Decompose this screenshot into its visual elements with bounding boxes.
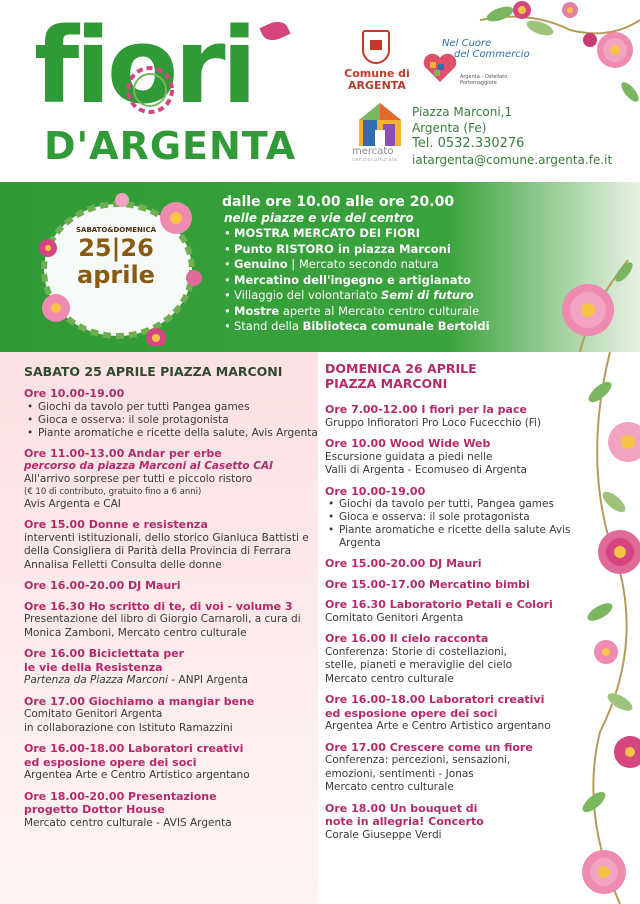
band-flower-icon xyxy=(548,250,640,360)
event: Ore 18.00 Un bouquet di note in allegria! Concerto Corale Giuseppe Verdi xyxy=(325,801,484,841)
list-item: • Giochi da tavolo per tutti, Pangea games xyxy=(325,498,601,511)
event: Ore 16.00-18.00 Laboratori creativi ed esposione opere dei soci Argentea Arte e Centro Artistico argentano xyxy=(24,742,250,781)
list-item: • Villaggio del volontariato Semi di futuro xyxy=(222,288,522,304)
event: Ore 10.00-19.00 • Giochi da tavolo per tutti, Pangea games • Gioca e osserva: il sole protagonista • Piante aromatiche e ricette della salute Avis Argenta xyxy=(325,485,601,551)
list-item: • Gioca e osserva: il sole protagonista xyxy=(24,414,318,427)
email: iatargenta@comune.argenta.fe.it xyxy=(412,153,613,167)
nelcuore-sub2: Portomaggiore xyxy=(460,80,497,86)
event: Ore 16.00-18.00 Laboratori creativi ed esposione opere dei soci Argentea Arte e Centro Artistico argentano xyxy=(325,693,551,732)
dates: 25|26 xyxy=(78,234,154,262)
band-list xyxy=(222,226,522,335)
sunday-program xyxy=(325,361,601,842)
logo-subtitle: D'ARGENTA xyxy=(44,124,297,168)
band-where: nelle piazze e vie del centro xyxy=(224,211,414,225)
list-item: • Punto RISTORO in piazza Marconi xyxy=(222,242,522,258)
nelcuore-line1: Nel Cuore xyxy=(442,38,492,49)
list-item: • Stand della Biblioteca comunale Bertoldi xyxy=(222,319,522,335)
event: Ore 16.30 Laboratorio Petali e Colori Comitato Genitori Argenta xyxy=(325,598,553,624)
event: Ore 10.00 Wood Wide Web Escursione guidata a piedi nelle Valli di Argenta - Ecomuseo di Argenta xyxy=(325,437,527,476)
event: Ore 15.00 Donne e resistenza interventi istituzionali, dello storico Gianluca Battisti e della Consigliera di Parità della Provincia di Ferrara Annalisa Felletti Consulta delle donne xyxy=(24,518,309,571)
event: Ore 16.00-20.00 DJ Mauri xyxy=(24,579,181,592)
corner-flowers-icon xyxy=(470,0,640,110)
logo-title: fiori xyxy=(34,5,254,127)
list-item: • MOSTRA MERCATO DEI FIORI xyxy=(222,226,522,242)
flower-wreath-icon xyxy=(120,60,180,120)
header xyxy=(0,0,640,182)
list-item: • Genuino | Mercato secondo natura xyxy=(222,257,522,273)
event: Ore 11.00-13.00 Andar per erbe percorso da piazza Marconi al Casetto CAI All'arrivo sorprese per tutti e piccolo ristoro (€ 10 di contributo, gratuito fino a 6 anni) Avis Argenta e CAI xyxy=(24,446,274,510)
comune-crest-icon xyxy=(362,30,390,64)
event: Ore 10.00-19.00 • Giochi da tavolo per tutti Pangea games • Gioca e osserva: il sole protagonista • Piante aromatiche e ricette della salute, Avis Argenta xyxy=(24,387,318,440)
address-line1: Piazza Marconi,1 xyxy=(412,105,513,119)
event: Ore 7.00-12.00 I fiori per la pace Gruppo Infioratori Pro Loco Fucecchio (Fi) xyxy=(325,403,542,429)
saturday-program xyxy=(24,364,318,830)
weekend-label: SABATO&DOMENICA xyxy=(75,226,157,234)
list-item: • Giochi da tavolo per tutti Pangea games xyxy=(24,401,318,414)
saturday-title: SABATO 25 APRILE PIAZZA MARCONI xyxy=(24,364,283,379)
nelcuore-sub1: Argenta - Ostellato xyxy=(460,74,508,80)
event: Ore 18.00-20.00 Presentazione progetto Dottor House Mercato centro culturale - AVIS Argenta xyxy=(24,789,232,829)
list-item: • Gioca e osserva: il sole protagonista xyxy=(325,511,601,524)
band-text xyxy=(222,194,522,335)
list-item: • Mercatino dell'ingegno e artigianato xyxy=(222,273,522,289)
event: Ore 16.30 Ho scritto di te, di voi - volume 3 Presentazione del libro di Giorgio Carnaroli, a cura di Monica Zamboni, Mercato centro culturale xyxy=(24,599,301,639)
mercato-sub: centroculturale xyxy=(352,157,398,163)
floral-vine-icon xyxy=(570,352,640,904)
event: Ore 17.00 Giochiamo a mangiar bene Comitato Genitori Argenta in collaborazione con Istituto Ramazzini xyxy=(24,694,255,734)
event: Ore 16.00 Il cielo racconta Conferenza: Storie di costellazioni, stelle, pianeti e meraviglie del cielo Mercato centro culturale xyxy=(325,632,513,685)
contacts xyxy=(412,104,612,168)
logo-leaf-icon xyxy=(259,17,290,44)
sunday-title: DOMENICA 26 APRILE PIAZZA MARCONI xyxy=(325,361,477,391)
comune-logo-text xyxy=(344,68,410,92)
comune-line2: ARGENTA xyxy=(348,79,406,92)
event: Ore 15.00-20.00 DJ Mauri xyxy=(325,557,482,570)
event: Ore 16.00 Biciclettata per le vie della Resistenza Partenza da Piazza Marconi - ANPI Argenta xyxy=(24,647,249,686)
nelcuore-line2: del Commercio xyxy=(454,49,530,60)
mercato-name: mercato xyxy=(352,146,394,157)
month: aprile xyxy=(77,261,155,289)
list-item: • Mostre aperte al Mercato centro culturale xyxy=(222,304,522,320)
date-badge xyxy=(54,226,178,288)
event: Ore 15.00-17.00 Mercatino bimbi xyxy=(325,577,530,591)
comune-line1: Comune di xyxy=(344,67,410,80)
list-item: • Piante aromatiche e ricette della salute Avis Argenta xyxy=(325,524,601,550)
band-time: dalle ore 10.00 alle ore 20.00 xyxy=(222,194,455,210)
event: Ore 17.00 Crescere come un fiore Conferenza: percezioni, sensazioni, emozioni, sentimenti - Jonas Mercato centro culturale xyxy=(325,740,533,793)
mercato-house-icon xyxy=(355,100,405,150)
phone: Tel. 0532.330276 xyxy=(412,136,525,151)
list-item: • Piante aromatiche e ricette della salute, Avis Argenta xyxy=(24,427,318,440)
address-line2: Argenta (Fe) xyxy=(412,121,487,135)
